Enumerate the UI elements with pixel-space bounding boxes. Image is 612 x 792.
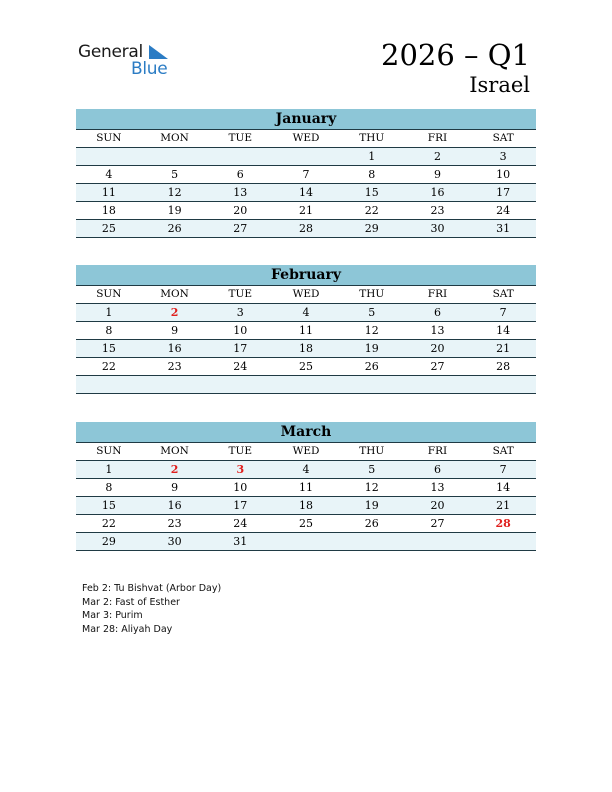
day-cell: 9 [433,168,441,181]
day-cell [76,148,142,165]
day-cell: 12 [364,324,379,337]
week-row [76,148,536,166]
week-row [76,220,536,238]
day-cell: 6 [433,306,441,319]
day-cell: 8 [105,324,113,337]
day-cell: 13 [233,186,248,199]
weekday-label: THU [359,288,385,300]
day-cell: 25 [101,222,116,235]
day-cell: 11 [101,186,116,199]
month-march [76,422,536,551]
day-cell: 1 [105,306,113,319]
day-cell: 5 [368,463,376,476]
weekday-header-row [76,130,536,148]
day-cell: 30 [167,535,182,548]
day-cell: 14 [299,186,314,199]
day-cell: 31 [496,222,511,235]
day-cell: 18 [101,204,116,217]
weekday-label: THU [359,132,385,144]
week-row [76,461,536,479]
day-cell: 27 [430,517,445,530]
day-cell [142,148,208,165]
day-cell: 19 [167,204,182,217]
weekday-label: TUE [228,288,253,300]
day-cell: 12 [167,186,182,199]
day-cell: 17 [233,342,248,355]
weekday-label: FRI [427,132,448,144]
holiday-day-cell: 2 [170,306,179,319]
day-cell: 9 [171,481,179,494]
week-row [76,358,536,376]
weekday-label: SUN [96,132,122,144]
day-cell: 25 [299,360,314,373]
day-cell: 27 [430,360,445,373]
day-cell: 27 [233,222,248,235]
week-row [76,166,536,184]
day-cell: 8 [105,481,113,494]
month-january [76,109,536,238]
weekday-label: SAT [492,132,514,144]
week-row [76,497,536,515]
day-cell: 13 [430,481,445,494]
weekday-label: MON [160,288,189,300]
day-cell: 10 [496,168,511,181]
day-cell: 28 [496,360,511,373]
day-cell: 31 [233,535,248,548]
day-cell: 18 [299,342,314,355]
day-cell: 4 [302,463,310,476]
month-title: March [76,422,536,443]
day-cell: 26 [364,360,379,373]
day-cell: 24 [496,204,511,217]
weekday-label: FRI [427,445,448,457]
day-cell [273,533,339,550]
day-cell: 5 [171,168,179,181]
day-cell [470,376,536,393]
weekday-label: WED [292,132,320,144]
day-cell: 10 [233,481,248,494]
day-cell: 28 [299,222,314,235]
day-cell: 3 [499,150,507,163]
day-cell: 7 [499,306,507,319]
day-cell [273,376,339,393]
holiday-note: Mar 2: Fast of Esther [82,596,180,608]
day-cell: 22 [101,360,116,373]
weekday-label: MON [160,445,189,457]
day-cell: 19 [364,499,379,512]
day-cell: 3 [236,306,244,319]
weekday-label: TUE [228,132,253,144]
day-cell: 9 [171,324,179,337]
week-row [76,322,536,340]
day-cell: 29 [364,222,379,235]
day-cell: 22 [101,517,116,530]
weekday-label: SAT [492,288,514,300]
day-cell: 12 [364,481,379,494]
weekday-label: TUE [228,445,253,457]
day-cell: 11 [299,324,314,337]
day-cell: 6 [236,168,244,181]
day-cell: 23 [167,517,182,530]
day-cell: 26 [364,517,379,530]
day-cell [142,376,208,393]
day-cell: 21 [299,204,314,217]
generalblue-logo [78,42,178,78]
weekday-label: SUN [96,445,122,457]
day-cell [207,148,273,165]
day-cell: 7 [499,463,507,476]
holiday-day-cell: 3 [236,463,245,476]
holiday-day-cell: 28 [495,517,511,530]
day-cell: 20 [233,204,248,217]
day-cell [405,376,471,393]
weekday-label: WED [292,445,320,457]
day-cell: 17 [233,499,248,512]
weekday-label: SAT [492,445,514,457]
day-cell: 1 [105,463,113,476]
day-cell: 21 [496,342,511,355]
day-cell: 11 [299,481,314,494]
day-cell [273,148,339,165]
week-row [76,340,536,358]
day-cell: 24 [233,360,248,373]
country-name: Israel [469,73,530,97]
week-row [76,515,536,533]
day-cell: 21 [496,499,511,512]
day-cell: 16 [167,499,182,512]
day-cell: 14 [496,481,511,494]
week-row [76,202,536,220]
weekday-header-row [76,443,536,461]
day-cell: 1 [368,150,376,163]
logo-flag-icon [149,45,175,63]
day-cell: 20 [430,499,445,512]
weekday-label: THU [359,445,385,457]
holiday-note: Mar 28: Aliyah Day [82,623,173,635]
month-february [76,265,536,394]
day-cell: 29 [101,535,116,548]
day-cell: 16 [167,342,182,355]
month-title: January [76,109,536,130]
week-row [76,533,536,551]
logo-word-general: General [78,42,143,62]
day-cell: 18 [299,499,314,512]
page-title: 2026 – Q1 [381,38,530,72]
day-cell: 14 [496,324,511,337]
weekday-header-row [76,286,536,304]
week-row [76,184,536,202]
day-cell: 4 [105,168,113,181]
day-cell [339,376,405,393]
weekday-label: FRI [427,288,448,300]
holiday-day-cell: 2 [170,463,179,476]
holiday-note: Feb 2: Tu Bishvat (Arbor Day) [82,583,222,594]
day-cell: 22 [364,204,379,217]
day-cell: 23 [430,204,445,217]
day-cell: 4 [302,306,310,319]
day-cell: 13 [430,324,445,337]
day-cell: 15 [101,342,116,355]
day-cell: 5 [368,306,376,319]
day-cell: 25 [299,517,314,530]
week-row [76,479,536,497]
day-cell: 26 [167,222,182,235]
day-cell [405,533,471,550]
holiday-note: Mar 3: Purim [82,610,143,622]
day-cell: 23 [167,360,182,373]
day-cell: 30 [430,222,445,235]
weekday-label: WED [292,288,320,300]
day-cell [470,533,536,550]
weekday-label: SUN [96,288,122,300]
day-cell: 7 [302,168,310,181]
day-cell: 17 [496,186,511,199]
day-cell: 19 [364,342,379,355]
day-cell: 15 [364,186,379,199]
day-cell [207,376,273,393]
day-cell: 16 [430,186,445,199]
day-cell: 2 [433,150,441,163]
week-row [76,376,536,394]
month-title: February [76,265,536,286]
day-cell: 24 [233,517,248,530]
logo-word-blue: Blue [131,59,168,79]
day-cell [76,376,142,393]
week-row [76,304,536,322]
holiday-notes [82,582,221,636]
day-cell: 15 [101,499,116,512]
day-cell: 8 [368,168,376,181]
day-cell: 10 [233,324,248,337]
day-cell [339,533,405,550]
weekday-label: MON [160,132,189,144]
day-cell: 20 [430,342,445,355]
day-cell: 6 [433,463,441,476]
